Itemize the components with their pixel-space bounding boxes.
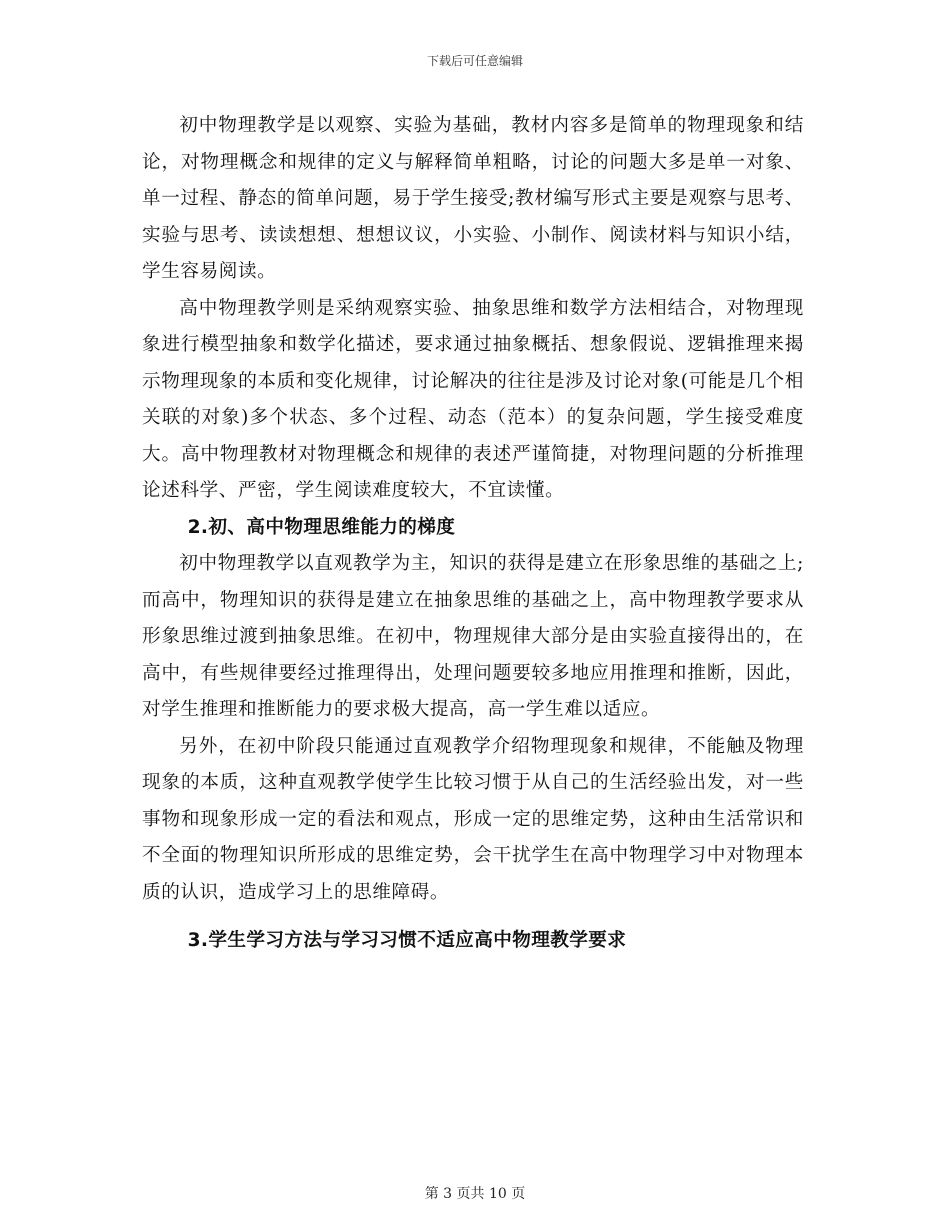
page-header: 下载后可任意编辑 (426, 54, 523, 68)
paragraph-senior-physics: 高中物理教学则是采纳观察实验、抽象思维和数学方法相结合，对物理现象进行模型抽象和数学化描述，要求通过抽象概括、想象假说、逻辑推理来揭示物理现象的本质和变化规律，讨论解决的往往是涉及讨论对象(可能是几个相关联的对象)多个状态、多个过程、动态（范本）的复杂问题，学生接受难度大。高中物理教材对物理概念和规律的表述严谨简捷，对物理问题的分析推理论述科学、严密，学生阅读难度较大，不宜读懂。 (142, 297, 804, 501)
paragraph-junior-physics: 初中物理教学是以观察、实验为基础，教材内容多是简单的物理现象和结论，对物理概念和规律的定义与解释简单粗略，讨论的问题大多是单一对象、单一过程、静态的简单问题，易于学生接受;教材编写形式主要是观察与思考、实验与思考、读读想想、想想议议，小实验、小制作、阅读材料与知识小结，学生容易阅读。 (142, 115, 804, 282)
paragraph-thinking-set: 另外，在初中阶段只能通过直观教学介绍物理现象和规律，不能触及物理现象的本质，这种直观教学使学生比较习惯于从自己的生活经验出发，对一些事物和现象形成一定的看法和观点，形成一定的思维定势，这种由生活常识和不全面的物理知识所形成的思维定势，会干扰学生在高中物理学习中对物理本质的认识，造成学习上的思维障碍。 (142, 735, 804, 903)
section-heading-thinking-gradient: 2.初、高中物理思维能力的梯度 (187, 516, 456, 538)
paragraph-thinking-ability: 初中物理教学以直观教学为主，知识的获得是建立在形象思维的基础之上;而高中，物理知识的获得是建立在抽象思维的基础之上，高中物理教学要求从形象思维过渡到抽象思维。在初中，物理规律大部分是由实验直接得出的，在高中，有些规律要经过推理得出，处理问题要较多地应用推理和推断，因此，对学生推理和推断能力的要求极大提高，高一学生难以适应。 (142, 553, 804, 720)
document-body (142, 108, 804, 960)
page-footer: 第 3 页共 10 页 (424, 1186, 526, 1202)
section-heading-learning-methods: 3.学生学习方法与学习习惯不适应高中物理教学要求 (187, 930, 627, 951)
